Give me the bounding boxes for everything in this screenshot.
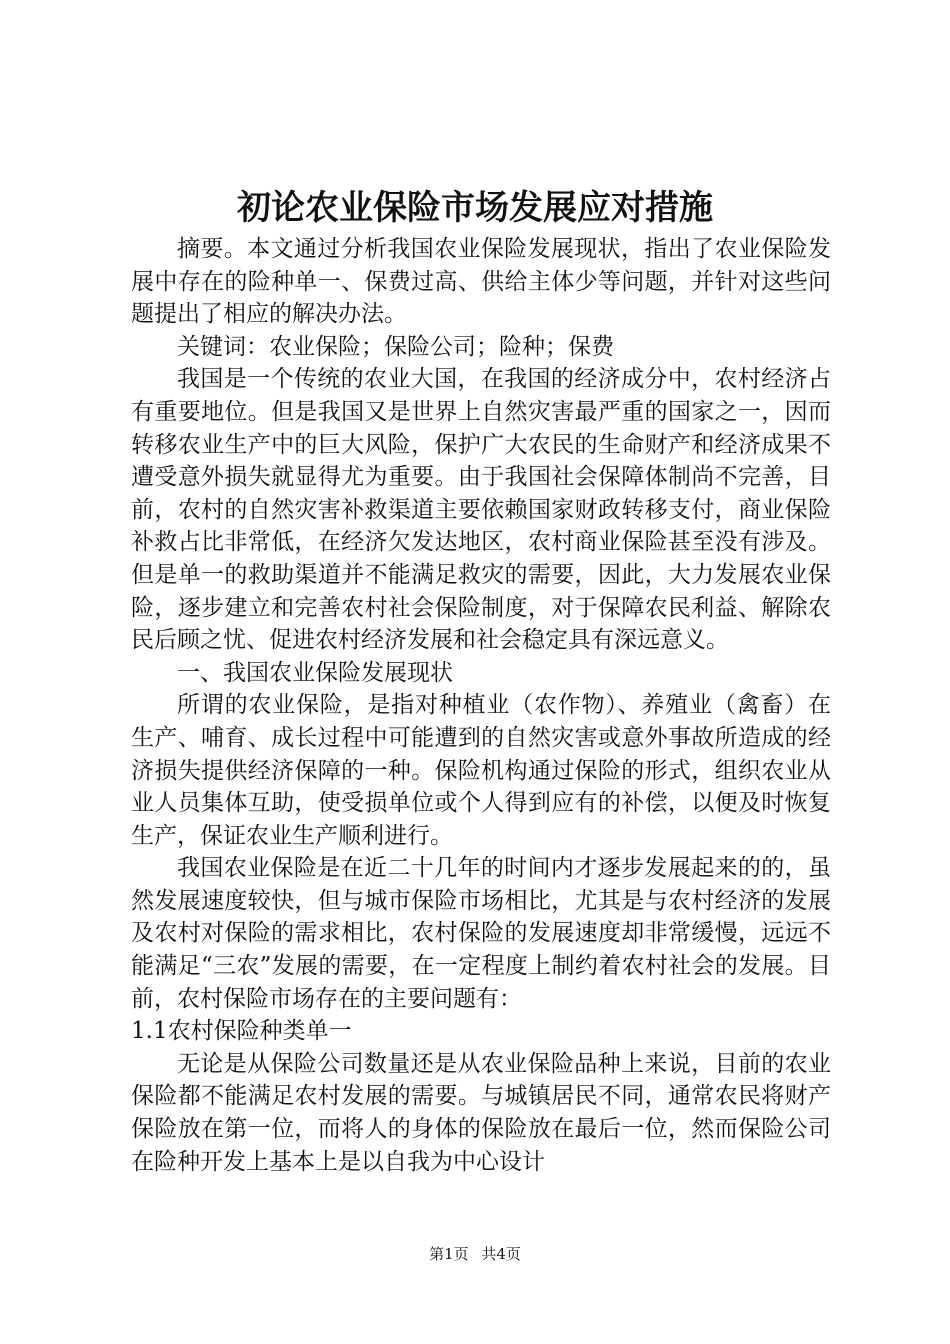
definition-paragraph: 所谓的农业保险，是指对种植业（农作物）、养殖业（禽畜）在生产、哺育、成长过程中可能遭到的自然灾害或意外事故所造成的经济损失提供经济保障的一种。保险机构通过保险的形式，组织农业从业人员集体互助，使受损单位或个人得到应有的补偿，以便及时恢复生产，保证农业生产顺利进行。 [131, 692, 831, 849]
document-body [131, 233, 831, 1178]
section-heading-1: 一、我国农业保险发展现状 [177, 659, 453, 686]
page-footer [0, 1242, 950, 1266]
page-number: 第1页 [429, 1245, 469, 1263]
intro-paragraph: 我国是一个传统的农业大国，在我国的经济成分中，农村经济占有重要地位。但是我国又是世界上自然灾害最严重的国家之一，因而转移农业生产中的巨大风险，保护广大农民的生命财产和经济成果不遭受意外损失就显得尤为重要。由于我国社会保障体制尚不完善，目前，农村的自然灾害补救渠道主要依赖国家财政转移支付，商业保险补救占比非常低，在经济欠发达地区，农村商业保险甚至没有涉及。但是单一的救助渠道并不能满足救灾的需要，因此，大力发展农业保险，逐步建立和完善农村社会保险制度，对于保障农民利益、解除农民后顾之忧、促进农村经济发展和社会稳定具有深远意义。 [131, 366, 831, 654]
document-title: 初论农业保险市场发展应对措施 [237, 188, 713, 228]
single-type-paragraph: 无论是从保险公司数量还是从农业保险品种上来说，目前的农业保险都不能满足农村发展的需要。与城镇居民不同，通常农民将财产保险放在第一位，而将人的身体的保险放在最后一位，然而保险公司在险种开发上基本上是以自我为中心设计 [131, 1050, 831, 1175]
page-total: 共4页 [481, 1245, 521, 1263]
subsection-heading-1-1: 1.1农村保险种类单一 [131, 1018, 352, 1045]
keywords-paragraph: 关键词：农业保险；保险公司；险种；保费 [177, 333, 614, 360]
abstract-paragraph: 摘要。本文通过分析我国农业保险发展现状，指出了农业保险发展中存在的险种单一、保费过高、供给主体少等问题，并针对这些问题提出了相应的解决办法。 [131, 236, 831, 328]
status-paragraph: 我国农业保险是在近二十几年的时间内才逐步发展起来的的，虽然发展速度较快，但与城市保险市场相比，尤其是与农村经济的发展及农村对保险的需求相比，农村保险的发展速度却非常缓慢，远远不能满足“三农”发展的需要，在一定程度上制约着农村社会的发展。目前，农村保险市场存在的主要问题有： [131, 855, 831, 1012]
